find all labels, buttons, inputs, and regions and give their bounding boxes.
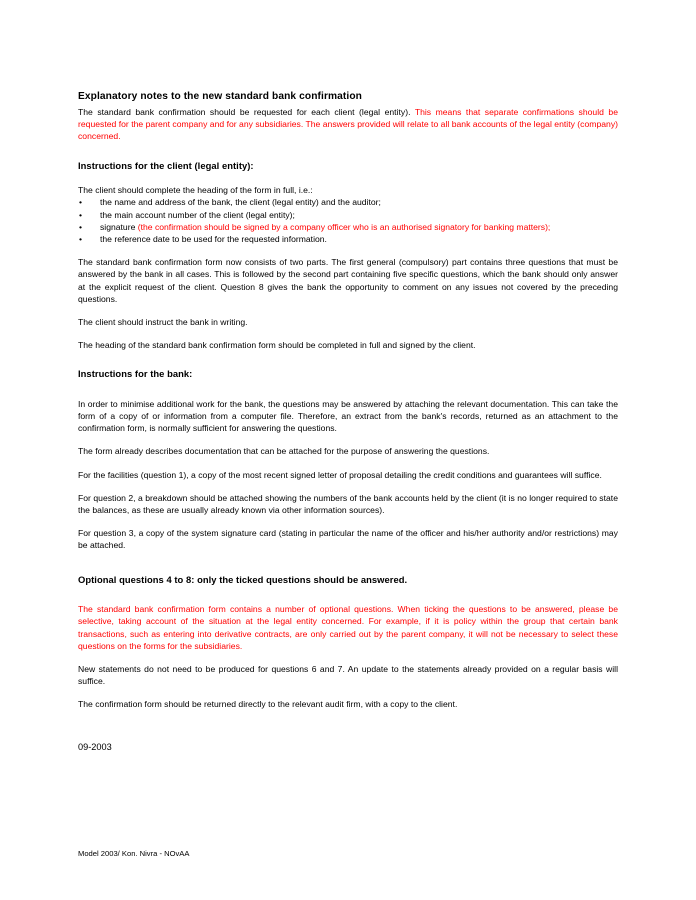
bank-paragraph-4: For question 2, a breakdown should be attached showing the numbers of the bank accounts held by the client (it is no longer required to state the balances, as these are usually already known via other information sources). [78, 492, 618, 516]
list-item [78, 233, 618, 245]
heading-client-instructions: Instructions for the client (legal entity): [78, 159, 254, 171]
bullet-icon: • [79, 197, 83, 208]
document-date: 09-2003 [78, 741, 112, 752]
list-item-red-text: (the confirmation should be signed by a company officer who is an authorised signatory for banking matters); [137, 221, 551, 232]
bank-paragraph-2: The form already describes documentation that can be attached for the purpose of answering the questions. [78, 446, 490, 457]
list-item-black-text: the main account number of the client (legal entity); [100, 209, 295, 220]
spacer [78, 328, 618, 339]
spacer [78, 458, 618, 469]
heading-bank-instructions: Instructions for the bank: [78, 368, 193, 380]
page-title: Explanatory notes to the new standard bank confirmation [78, 91, 362, 102]
spacer [78, 245, 618, 256]
client-paragraph-1: The standard bank confirmation form now consists of two parts. The first general (compulsory) part contains three questions that must be answered by the bank in all cases. This is followed by the second part containing five specific questions, which the bank should only answer at the explicit request of the client. Question 8 gives the bank the opportunity to comment on any issues not covered by the preceding questions. [78, 257, 618, 304]
bank-paragraph-1: In order to minimise additional work for the bank, the questions may be answered by attaching the relevant documentation. This can take the form of a copy of or information from a computer file. Therefore, an extract from the bank's records, returned as an attachment to the confirmation form, is normally sufficient for answering the questions. [78, 398, 618, 434]
client-paragraph-2: The client should instruct the bank in writing. [78, 316, 248, 327]
spacer [78, 143, 618, 160]
intro-red-text: This means that separate confirmations should be requested for the parent company and for any subsidiaries. The answers provided will relate to all bank accounts of the legal entity (company) concerned. [78, 107, 618, 142]
spacer [78, 351, 618, 368]
client-lead-in: The client should complete the heading of the form in full, i.e.: [78, 185, 313, 196]
list-item [78, 196, 618, 208]
bank-paragraph-5: For question 3, a copy of the system signature card (stating in particular the name of the officer and his/her authority and/or restrictions) may be attached. [78, 528, 618, 551]
spacer [78, 552, 618, 574]
heading-optional-questions: Optional questions 4 to 8: only the ticked questions should be answered. [78, 573, 408, 585]
list-item-black-text: signature [100, 221, 138, 232]
spacer [78, 481, 618, 492]
bullet-icon: • [79, 233, 83, 244]
list-item-black-text: the name and address of the bank, the client (legal entity) and the auditor; [100, 197, 381, 208]
list-item [78, 209, 618, 221]
optional-paragraph-2: The confirmation form should be returned directly to the relevant audit firm, with a copy to the client. [78, 699, 458, 710]
intro-paragraph [78, 106, 618, 143]
spacer [78, 434, 618, 445]
list-item-black-text: the reference date to be used for the requested information. [100, 233, 327, 244]
document-footer: Model 2003/ Kon. Nivra - NOvAA [78, 849, 190, 858]
spacer [78, 711, 618, 741]
spacer [78, 652, 618, 663]
optional-paragraph-1: New statements do not need to be produced for questions 6 and 7. An update to the statements already provided on a regular basis will suffice. [78, 663, 618, 687]
bank-paragraph-3: For the facilities (question 1), a copy of the most recent signed letter of proposal detailing the credit conditions and guarantees will suffice. [78, 469, 602, 480]
client-bullet-list [78, 196, 618, 245]
client-paragraph-3: The heading of the standard bank confirmation form should be completed in full and signed by the client. [78, 340, 476, 351]
spacer [78, 586, 618, 603]
bullet-icon: • [79, 221, 83, 232]
list-item [78, 221, 618, 233]
document-body [78, 90, 618, 753]
spacer [78, 381, 618, 398]
bullet-icon: • [79, 209, 83, 220]
spacer [78, 305, 618, 316]
spacer [78, 172, 618, 184]
spacer [78, 687, 618, 698]
optional-red-paragraph: The standard bank confirmation form contains a number of optional questions. When ticking the questions to be answered, please be selective, taking account of the situation at the legal entity concerned. For example, if it is policy within the group that certain bank transactions, such as entering into derivative contracts, are only carried out by the parent company, it will not be necessary to select these questions on the forms for the subsidiaries. [78, 604, 618, 651]
spacer [78, 516, 618, 527]
intro-black-text: The standard bank confirmation should be requested for each client (legal entity). [78, 107, 415, 117]
